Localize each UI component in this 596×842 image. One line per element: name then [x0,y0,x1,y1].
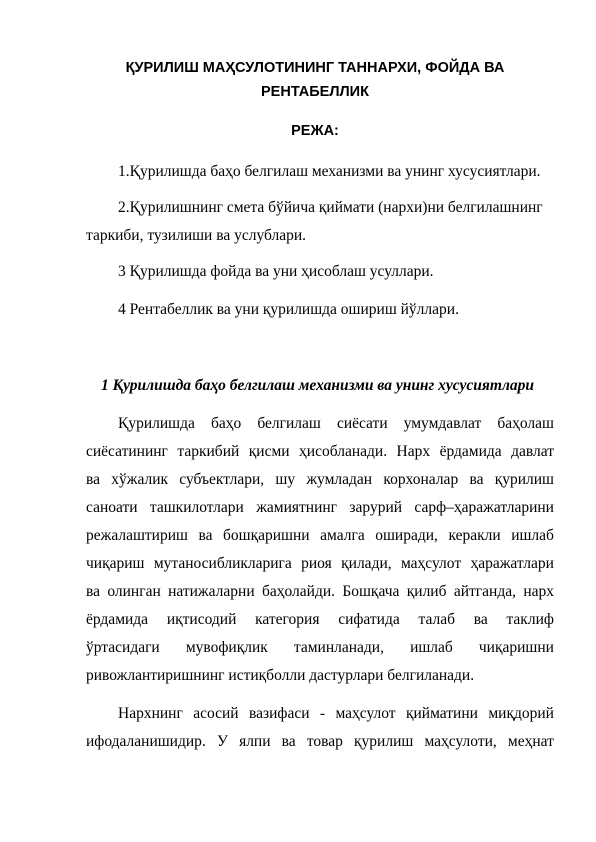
word: қийматини [405,705,478,722]
paragraph-line [86,581,554,603]
word: таклиф [506,611,554,628]
word: бошқаришни [223,527,310,544]
section-heading: 1 Қурилишда баҳо белгилаш механизми ва унинг хусусиятлари [100,377,535,394]
word: ишлаб [410,639,453,656]
word: натижаларни [168,583,255,600]
plan-item-2-continuation: таркиби, тузилиши ва услублари. [86,227,307,244]
paragraph-line [118,413,554,435]
word: ёрдамида [86,611,149,628]
word: сиёсати [336,415,388,432]
word: хўжалик [111,471,169,488]
word: керакли [448,527,501,544]
word: корхоналар [383,471,459,488]
word: жумладан [306,471,373,488]
word: айтганда, [453,583,516,600]
word: миқдорий [488,705,554,722]
word: мутаносибликларига [153,555,292,572]
title-line-1: ҚУРИЛИШ МАҲСУЛОТИНИНГ ТАННАРХИ, ФОЙДА ВА [125,60,505,76]
word: нарх [523,583,554,600]
word: мувофиқлик [185,639,268,656]
paragraph-line [86,469,554,491]
word: баҳо [210,415,242,432]
paragraph-line-last: ривожлантиришнинг истиқболли дастурлари белгиланади. [86,667,475,684]
word: баҳолаш [497,415,554,432]
paragraph-line [86,497,554,519]
word: қилади, [341,555,392,572]
word: ва [86,471,100,488]
plan-item-1: 1.Қурилишда баҳо белгилаш механизми ва унинг хусусиятлари. [118,163,541,180]
word: таминланади, [293,639,384,656]
word: Бошқача [342,583,400,600]
word: умумдавлат [403,415,482,432]
word: амалга [320,527,365,544]
plan-item-4: 4 Рентабеллик ва уни қурилишда ошириш йўллари. [118,301,459,318]
paragraph-line [86,525,554,547]
word: категория [255,611,320,628]
word: - [319,705,326,722]
word: ялпи [239,733,271,750]
paragraph-line [86,731,554,753]
plan-item-2: 2.Қурилишнинг смета бўйича қиймати (нархи)ни белгилашнинг [118,199,543,216]
title-line-2: РЕНТАБЕЛЛИК [261,84,369,100]
word: ва [281,733,296,750]
word: Нархнинг [118,705,183,722]
paragraph-line [86,609,554,631]
word: саноати [86,499,138,516]
word: чиқаришни [478,639,554,656]
word: ва [86,583,100,600]
word: сарф–ҳаражатларини [414,499,554,516]
word: қурилиш [354,733,414,750]
word: сиёсатининг [86,443,168,460]
word: ва [473,611,488,628]
word: оширади, [375,527,438,544]
word: ҳисобланади. [299,443,388,460]
paragraph-line [86,553,554,575]
word: режалаштириш [86,527,188,544]
word: ёрдамида [439,443,502,460]
word: вазифаси [248,705,310,722]
word: риоя [301,555,332,572]
word: давлат [511,443,554,460]
word: қилиб [406,583,447,600]
word: У [216,733,228,750]
word: олинган [107,583,161,600]
word: ҳаражатлари [470,555,554,572]
word: ва [198,527,213,544]
word: меҳнат [507,733,554,750]
word: белгилаш [257,415,321,432]
word: ифодаланишидир. [86,733,206,750]
word: маҳсулот [400,555,462,572]
word: жамиятнинг [256,499,338,516]
word: сифатида [338,611,400,628]
plan-heading: РЕЖА: [291,123,339,139]
word: иқтисодий [166,611,237,628]
paragraph-line [86,637,554,659]
word: қисми [248,443,290,460]
word: ўртасидаги [86,639,160,656]
word: таркибий [177,443,240,460]
plan-item-3: 3 Қурилишда фойда ва уни ҳисоблаш усуллари. [118,263,434,280]
word: маҳсулот [335,705,396,722]
word: асосий [193,705,239,722]
word: субъектлари, [179,471,265,488]
word: чиқариш [86,555,145,572]
word: ишлаб [511,527,554,544]
word: ва [469,471,484,488]
document-title [80,56,550,104]
word: Нарх [396,443,431,460]
word: зарурий [349,499,403,516]
word: шу [275,471,296,488]
word: товар [306,733,343,750]
word: Қурилишда [118,415,195,432]
word: маҳсулоти, [424,733,497,750]
paragraph-line [118,703,554,725]
word: ташкилотлари [149,499,244,516]
word: баҳолайди. [261,583,335,600]
word: қурилиш [494,471,554,488]
paragraph-line [86,441,554,463]
word: талаб [418,611,455,628]
